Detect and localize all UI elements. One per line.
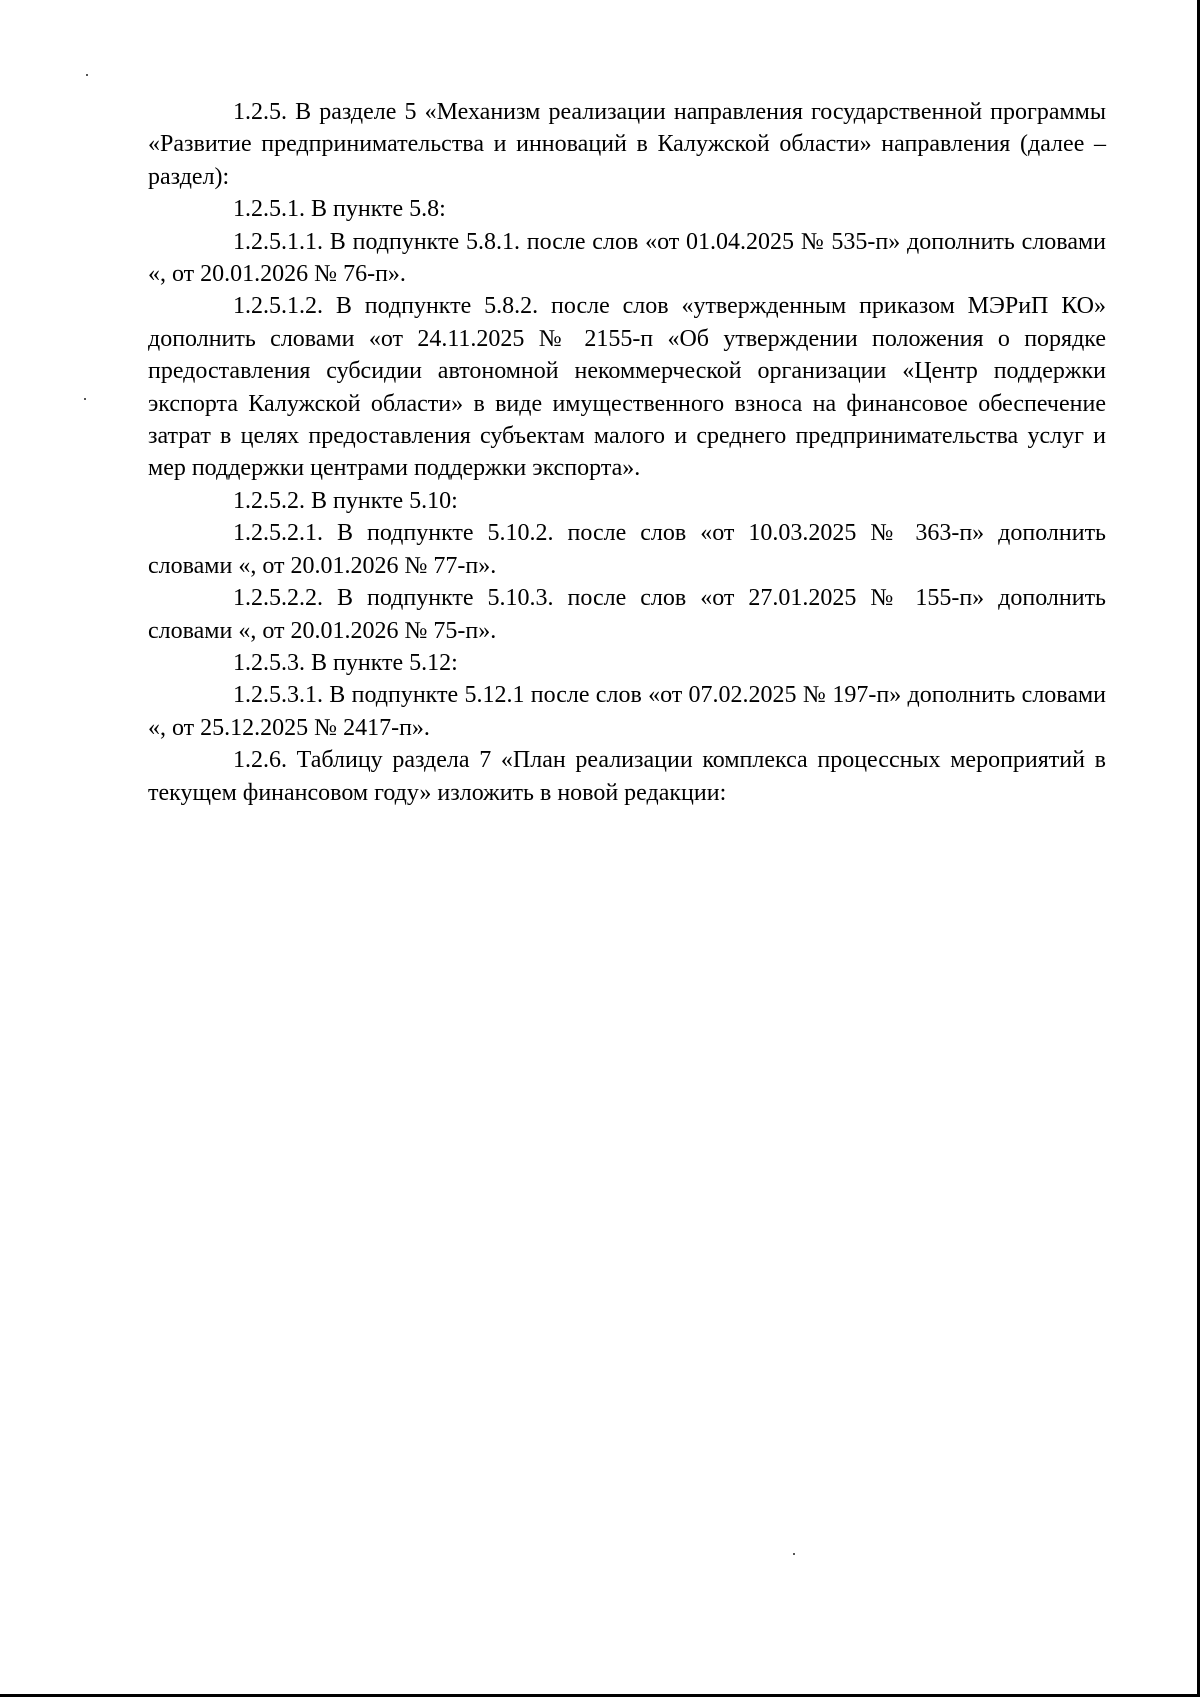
paragraph-1-2-5-2-1: 1.2.5.2.1. В подпункте 5.10.2. после слов «от 10.03.2025 № 363-п» дополнить словами «, от 20.01.2026 № 77-п». xyxy=(148,520,1106,579)
paragraph-1-2-5-1: 1.2.5.1. В пункте 5.8: xyxy=(233,196,446,223)
paragraph-1-2-5-2-2: 1.2.5.2.2. В подпункте 5.10.3. после слов «от 27.01.2025 № 155-п» дополнить словами «, от 20.01.2026 № 75-п». xyxy=(148,585,1106,644)
paragraph-1-2-5-3: 1.2.5.3. В пункте 5.12: xyxy=(233,649,458,676)
paragraph-1-2-5-3-1: 1.2.5.3.1. В подпункте 5.12.1 после слов «от 07.02.2025 № 197-п» дополнить словами «, от 25.12.2025 № 2417-п». xyxy=(148,682,1106,741)
paragraph-1-2-5-1-2: 1.2.5.1.2. В подпункте 5.8.2. после слов «утвержденным приказом МЭРиП КО» дополнить словами «от 24.11.2025 № 2155-п «Об утверждении положения о порядке предоставления субсидии автономной некоммерческой организации «Центр поддержки экспорта Калужской области» в виде имущественного взноса на финансовое обеспечение затрат в целях предоставления субъектам малого и среднего предпринимательства услуг и мер поддержки центрами поддержки экспорта». xyxy=(148,293,1106,482)
scan-speck xyxy=(793,1553,795,1555)
paragraph-1-2-5: 1.2.5. В разделе 5 «Механизм реализации направления государственной программы «Развитие предпринимательства и инноваций в Калужской области» направления (далее – раздел): xyxy=(148,99,1106,190)
paragraph-1-2-5-1-1: 1.2.5.1.1. В подпункте 5.8.1. после слов «от 01.04.2025 № 535-п» дополнить словами «, от 20.01.2026 № 76-п». xyxy=(148,228,1106,288)
paragraph-1-2-5-2: 1.2.5.2. В пункте 5.10: xyxy=(233,487,458,514)
scan-speck xyxy=(84,398,86,400)
paragraph-1-2-6: 1.2.6. Таблицу раздела 7 «План реализации комплекса процессных мероприятий в текущем финансовом году» изложить в новой редакции: xyxy=(148,747,1106,806)
document-body xyxy=(148,96,1106,809)
scan-speck xyxy=(86,74,88,76)
